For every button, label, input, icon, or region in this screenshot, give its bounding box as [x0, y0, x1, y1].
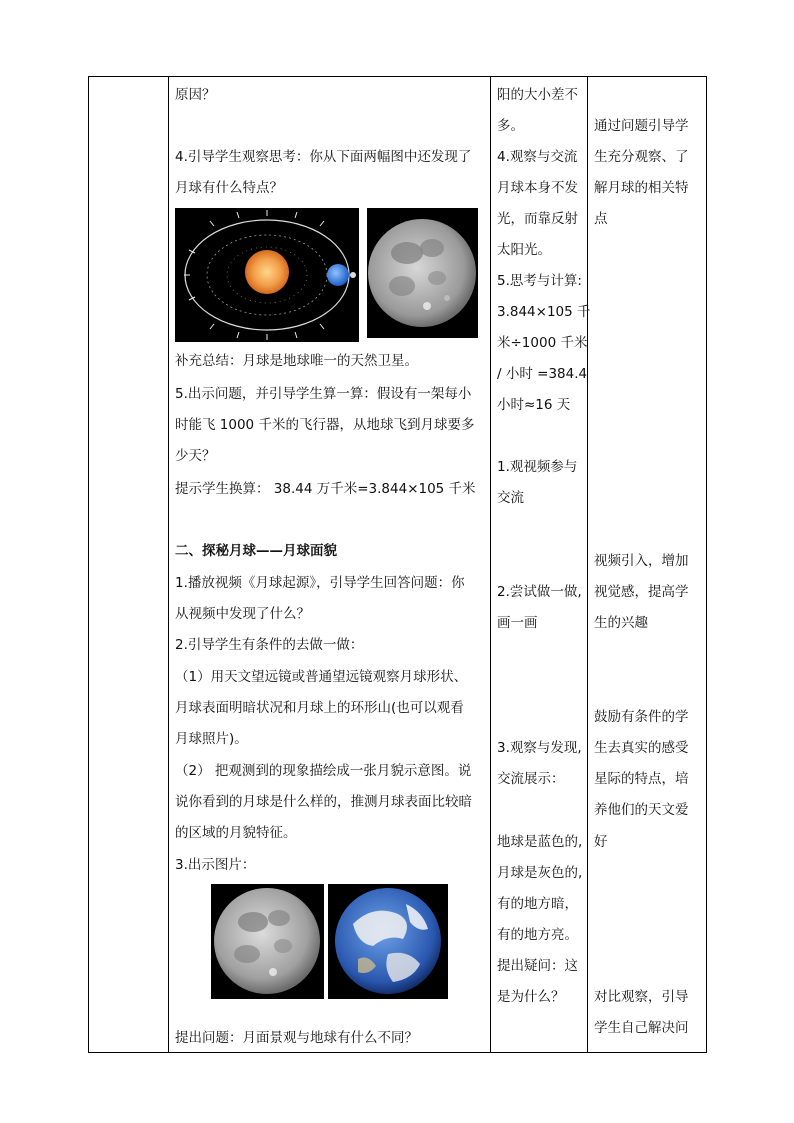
text-line: / 小时 =384.4: [497, 366, 588, 382]
text-line: 时能飞 1000 千米的飞行器，从地球飞到月球要多: [175, 417, 475, 433]
stage-column: [89, 77, 168, 1052]
text-line: 3.844×105 千: [497, 304, 591, 320]
text-line: 月球有什么特点？: [175, 180, 283, 196]
text-line: 多。: [497, 118, 524, 134]
text-line: 的区域的月貌特征。: [175, 825, 297, 841]
section-heading: 二、探秘月球——月球面貌: [175, 543, 337, 559]
text-line: 阳的大小差不: [497, 87, 578, 103]
text-line: 光，而靠反射: [497, 211, 578, 227]
text-line: 鼓励有条件的学: [594, 709, 689, 725]
text-line: 交流展示：: [497, 771, 565, 787]
text-line: 生充分观察、了: [594, 149, 689, 165]
text-line: 2.尝试做一做,: [497, 584, 582, 600]
text-line: 学生自己解决问: [594, 1020, 689, 1036]
text-line: 地球是蓝色的,: [497, 834, 583, 850]
text-line: 5.出示问题，并引导学生算一算：假设有一架每小: [175, 386, 472, 402]
text-line: 补充总结：月球是地球唯一的天然卫星。: [175, 353, 418, 369]
orbit-diagram-image: [175, 208, 359, 342]
text-line: 月球表面明暗状况和月球上的环形山(也可以观看: [175, 700, 464, 716]
text-line: 2.引导学生有条件的去做一做：: [175, 637, 364, 653]
text-line: 画一画: [497, 615, 538, 631]
text-line: 星际的特点，培: [594, 771, 689, 787]
text-line: 原因？: [175, 87, 216, 103]
text-line: 提出疑问：这: [497, 958, 578, 974]
text-line: 提示学生换算： 38.44 万千米=3.844×105 千米: [175, 481, 476, 497]
full-moon-image: [367, 208, 478, 338]
text-line: 4.引导学生观察思考：你从下面两幅图中还发现了: [175, 149, 472, 165]
text-line: 月球是灰色的,: [497, 865, 583, 881]
text-line: 生的兴趣: [594, 615, 648, 631]
design-intent-column: [588, 77, 706, 1052]
text-line: 3.观察与发现,: [497, 740, 582, 756]
student-activity-column: [491, 77, 591, 1052]
text-line: 是为什么？: [497, 989, 565, 1005]
text-line: 视频引入，增加: [594, 553, 689, 569]
text-line: 视觉感，提高学: [594, 584, 689, 600]
text-line: 提出问题：月面景观与地球有什么不同？: [175, 1030, 418, 1046]
text-line: 太阳光。: [497, 242, 551, 258]
text-line: 3.出示图片：: [175, 857, 256, 873]
moon-image: [211, 884, 324, 999]
text-line: 养他们的天文爱: [594, 802, 689, 818]
text-line: 通过问题引导学: [594, 118, 689, 134]
text-line: 生去真实的感受: [594, 740, 689, 756]
text-line: 说你看到的月球是什么样的，推测月球表面比较暗: [175, 794, 472, 810]
text-line: 解月球的相关特: [594, 180, 689, 196]
text-line: 交流: [497, 490, 524, 506]
text-line: 少天？: [175, 448, 216, 464]
text-line: 1.播放视频《月球起源》，引导学生回答问题：你: [175, 575, 465, 591]
earth-image: [328, 884, 448, 999]
text-line: 1.观视频参与: [497, 459, 578, 475]
text-line: （1）用天文望远镜或普通望远镜观察月球形状、: [175, 669, 468, 685]
text-line: 好: [594, 834, 608, 850]
text-line: 有的地方亮。: [497, 927, 578, 943]
text-line: 5.思考与计算:: [497, 273, 582, 289]
text-line: 对比观察，引导: [594, 989, 689, 1005]
text-line: 点: [594, 211, 608, 227]
text-line: 有的地方暗，: [497, 896, 578, 912]
text-line: 月球照片)。: [175, 731, 248, 747]
lesson-table: [88, 76, 707, 1053]
text-line: 4.观察与交流: [497, 149, 578, 165]
text-line: 小时≈16 天: [497, 397, 571, 413]
text-line: 米÷1000 千米: [497, 335, 588, 351]
text-line: 从视频中发现了什么？: [175, 606, 310, 622]
teacher-activity-column: [169, 77, 490, 1052]
text-line: （2） 把观测到的现象描绘成一张月貌示意图。说: [175, 763, 472, 779]
text-line: 月球本身不发: [497, 180, 578, 196]
